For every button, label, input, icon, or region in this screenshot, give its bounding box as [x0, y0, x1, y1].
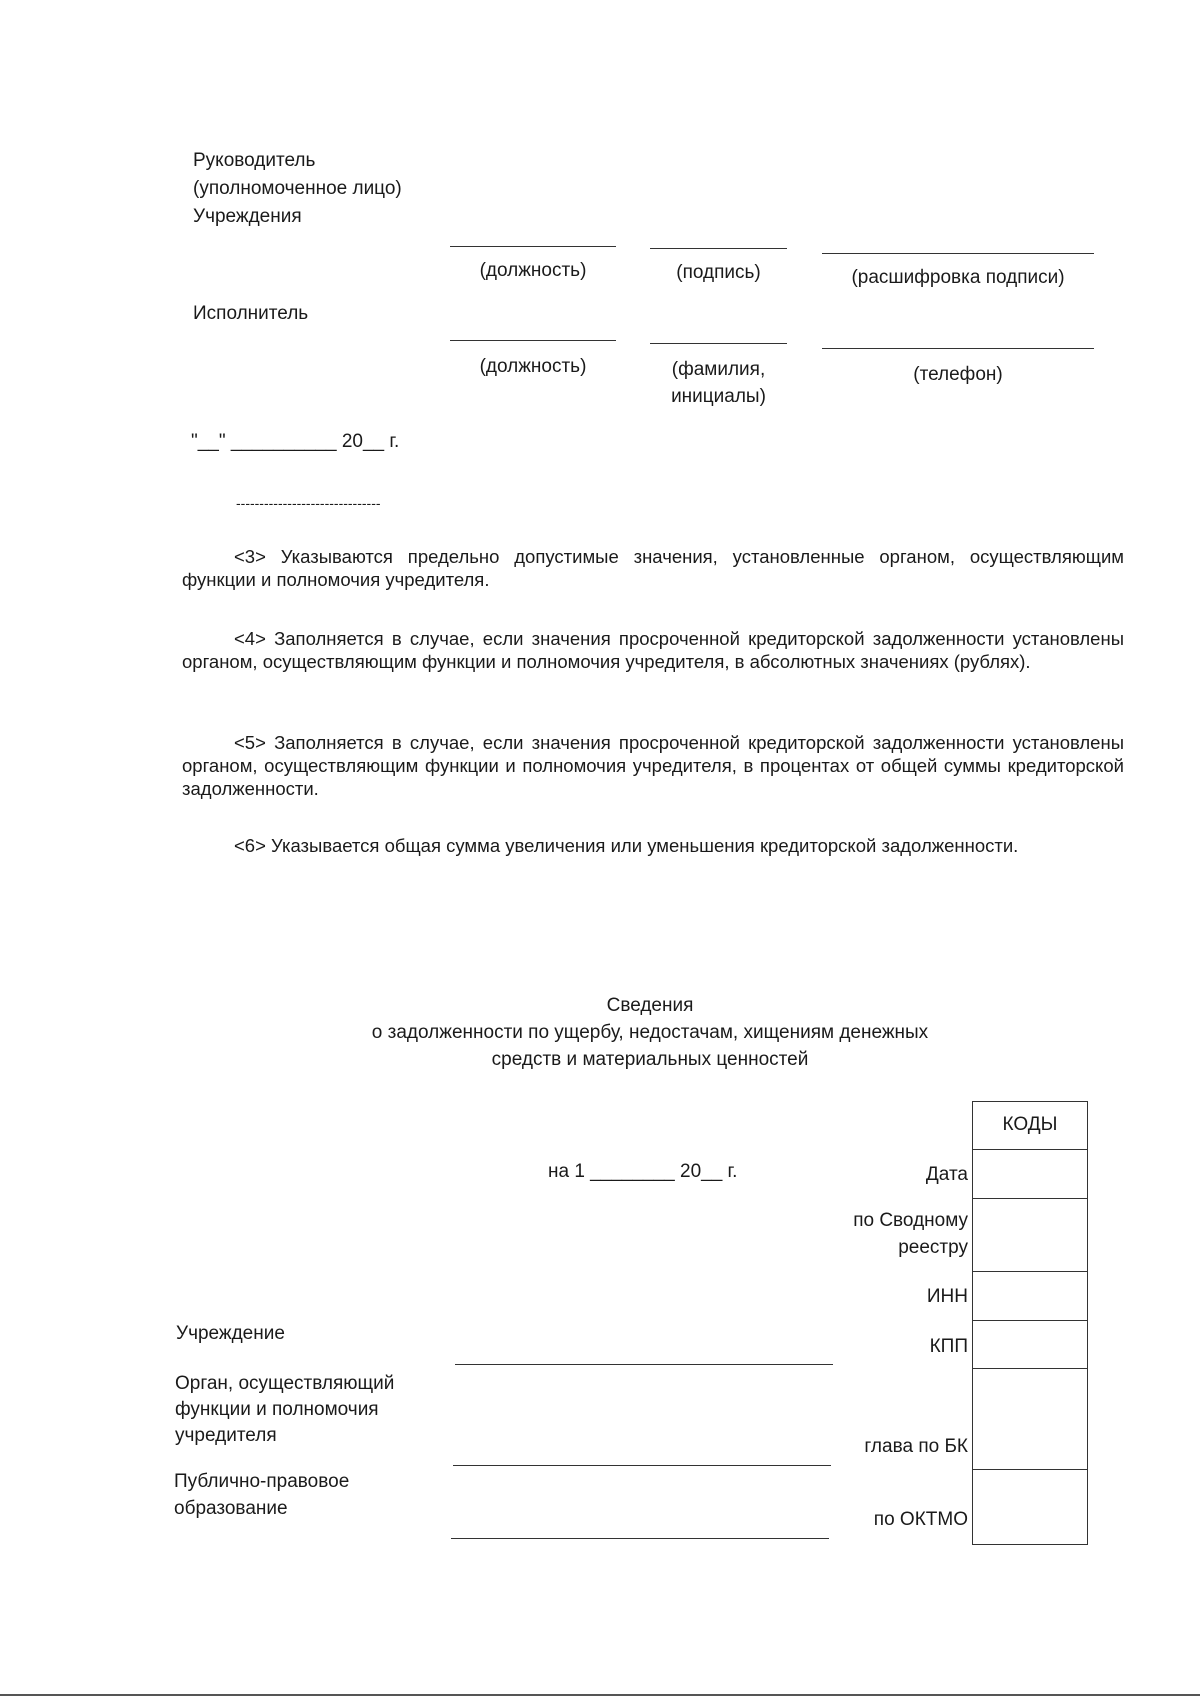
organ-label-line-2: функции и полномочия	[175, 1399, 379, 1420]
institution-label: Учреждение	[176, 1323, 285, 1344]
form-subtitle-line-2: средств и материальных ценностей	[491, 1049, 809, 1070]
head-position-line	[450, 246, 616, 247]
code-label-registry-2: реестру	[898, 1237, 968, 1258]
public-label-line-1: Публично-правовое	[174, 1471, 350, 1492]
code-cell-kpp[interactable]	[973, 1321, 1087, 1369]
head-label-line-2: (уполномоченное лицо)	[193, 178, 402, 199]
head-caption-signature: (подпись)	[676, 262, 761, 283]
code-cell-inn[interactable]	[973, 1272, 1087, 1321]
code-cell-bk[interactable]	[973, 1369, 1087, 1470]
head-signature-line	[650, 248, 787, 249]
organ-fill-line[interactable]	[453, 1465, 831, 1466]
exec-caption-name-2: инициалы)	[671, 386, 766, 407]
signature-date-line: "__" __________ 20__ г.	[191, 431, 400, 452]
form-subtitle-line-1: о задолженности по ущербу, недостачам, хищениям денежных	[371, 1022, 929, 1043]
organ-label-line-3: учредителя	[175, 1425, 277, 1446]
code-label-registry-1: по Сводному	[853, 1210, 968, 1231]
code-label-bk: глава по БК	[864, 1436, 968, 1457]
form-date-line: на 1 ________ 20__ г.	[548, 1161, 738, 1182]
head-label-line-1: Руководитель	[193, 150, 316, 171]
footnote-4: <4> Заполняется в случае, если значения просроченной кредиторской задолженности установлены органом, осуществляющим функции и полномочия учредителя, в абсолютных значениях (рублях).	[182, 628, 1124, 672]
code-cell-registry[interactable]	[973, 1199, 1087, 1272]
exec-position-line	[450, 340, 616, 341]
codes-header: КОДЫ	[973, 1102, 1087, 1150]
footnote-6: <6> Указывается общая сумма увеличения или уменьшения кредиторской задолженности.	[234, 835, 1019, 856]
codes-table	[972, 1101, 1088, 1545]
form-title: Сведения	[606, 995, 694, 1016]
exec-caption-name-1: (фамилия,	[671, 359, 766, 380]
footnote-separator: -------------------------------	[236, 495, 381, 511]
scan-bottom-edge	[0, 1694, 1200, 1696]
code-label-kpp: КПП	[929, 1336, 968, 1357]
exec-phone-line	[822, 348, 1094, 349]
exec-caption-position: (должность)	[479, 356, 587, 377]
head-caption-position: (должность)	[479, 260, 587, 281]
footnote-3: <3> Указываются предельно допустимые значения, установленные органом, осуществляющим функции и полномочия учредителя.	[182, 546, 1124, 590]
code-label-oktmo: по ОКТМО	[873, 1509, 968, 1530]
institution-fill-line[interactable]	[455, 1364, 833, 1365]
public-fill-line[interactable]	[451, 1538, 829, 1539]
code-cell-date[interactable]	[973, 1150, 1087, 1199]
code-cell-oktmo[interactable]	[973, 1470, 1087, 1544]
head-label-line-3: Учреждения	[193, 206, 302, 227]
executor-label: Исполнитель	[193, 303, 309, 324]
public-label-line-2: образование	[174, 1498, 288, 1519]
footnote-5: <5> Заполняется в случае, если значения просроченной кредиторской задолженности установлены органом, осуществляющим функции и полномочия учредителя, в процентах от общей суммы кредиторской задолженности.	[182, 732, 1124, 799]
organ-label-line-1: Орган, осуществляющий	[175, 1373, 395, 1394]
exec-name-line	[650, 343, 787, 344]
exec-caption-phone: (телефон)	[913, 364, 1003, 385]
head-decoding-line	[822, 253, 1094, 254]
code-label-inn: ИНН	[926, 1286, 968, 1307]
code-label-date: Дата	[925, 1164, 968, 1185]
head-caption-decoding: (расшифровка подписи)	[851, 267, 1065, 288]
